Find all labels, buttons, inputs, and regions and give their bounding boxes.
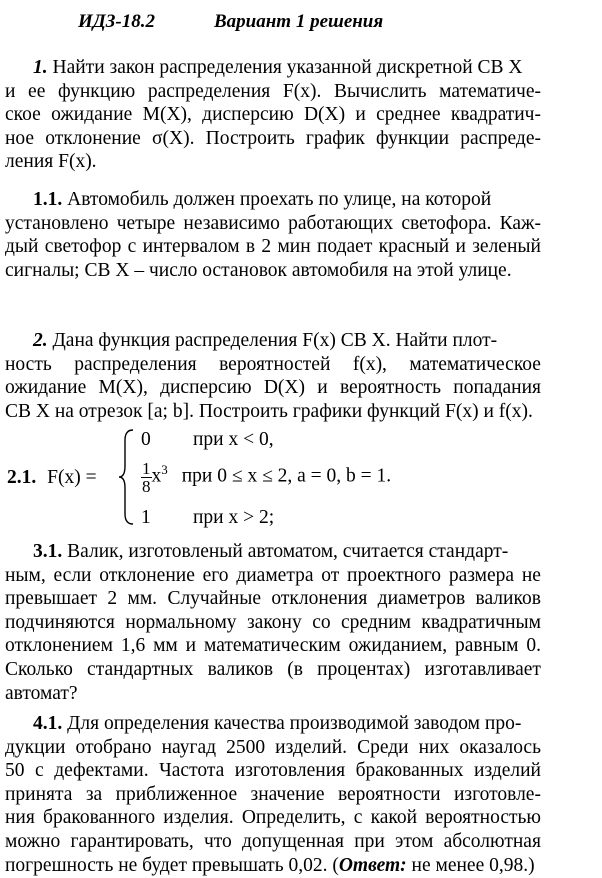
task-2-paragraph (5, 329, 541, 423)
task-1-number: 1. (33, 57, 48, 78)
task-1-line: и ее функцию распределения F(x). Вычислить математиче- (5, 80, 541, 102)
task-1-1-paragraph (5, 188, 541, 282)
task-4-1-line: принята за приближенное значение вероятности изготовле- (5, 783, 541, 805)
task-4-1-line: 50 с дефектами. Частота изготовления бракованных изделий (5, 760, 541, 782)
task-3-1-paragraph (5, 540, 541, 705)
answer-label: Ответ: (338, 854, 407, 876)
task-3-1-number: 3.1. (33, 541, 63, 562)
task-4-1-line: 4.1. Для определения качества производимой заводом про- (33, 713, 522, 734)
task-3-1-line: Сколько стандартных валиков (в процентах) изготавливает (5, 658, 541, 680)
task-1-1-line: сигналы; СВ X – число остановок автомобиля на этой улице. (5, 259, 512, 281)
formula-case-3: 1 при x > 2; (141, 507, 275, 528)
formula-label (7, 466, 97, 490)
task-3-1-line: 3.1. Валик, изготовленый автоматом, считается стандарт- (33, 541, 509, 562)
formula-case-1: 0 при x < 0, (141, 429, 274, 450)
task-2-1-formula (5, 428, 565, 528)
task-2-line: СВ X на отрезок [a; b]. Построить графики функций F(x) и f(x). (5, 400, 533, 422)
fraction-one-eighth: $\frac{1}{8}$ (142, 458, 151, 496)
task-4-1-line: погрешность не будет превышать 0,02. ( Ответ: не менее 0,98.) (5, 854, 535, 876)
task-4-1-paragraph (5, 712, 541, 877)
task-3-1-line: подчиняются нормальному закону со средним квадратичным (5, 611, 541, 633)
task-4-1-line: ния бракованного изделия. Определить, с какой вероятностью (5, 807, 541, 829)
task-1-line: ское ожидание M(X), дисперсию D(X) и среднее квадратич- (5, 104, 541, 126)
task-2-line: 2. Дана функция распределения F(x) СВ X. Найти плот- (33, 330, 498, 351)
formula-lhs: F(x) = (47, 467, 97, 488)
task-3-1-line: превышает 2 мм. Случайные отклонения диаметров валиков (5, 588, 541, 610)
task-2-1-number: 2.1. (7, 467, 37, 488)
task-2-number: 2. (33, 330, 48, 351)
task-4-1-line: можно гарантировать, что допущенная при этом абсолютная (5, 830, 541, 852)
task-2-line: ожидание M(X), дисперсию D(X) и вероятность попадания (5, 377, 541, 399)
task-3-1-line: ным, если отклонение его диаметра от проектного размера не (5, 564, 541, 586)
task-3-1-line: отклонением 1,6 мм и математическим ожиданием, равным 0. (5, 635, 541, 657)
task-3-1-line: автомат? (5, 682, 78, 704)
left-brace (117, 428, 137, 526)
task-1-line: ное отклонение σ(X). Построить график функции распреде- (5, 127, 541, 149)
variant-label: Вариант 1 решения (214, 11, 384, 32)
task-4-1-number: 4.1. (33, 713, 63, 734)
assignment-title: ИДЗ-18.2 (78, 11, 156, 32)
task-1-1-line: дый светофор с интервалом в 2 мин подает красный и зеленый (5, 236, 541, 258)
document-header (78, 10, 384, 34)
task-4-1-line: дукции отобрано наугад 2500 изделий. Среди них оказалось (5, 736, 541, 758)
task-1-line: ления F(x). (5, 151, 97, 173)
task-1-paragraph (5, 56, 541, 174)
task-2-line: ность распределения вероятностей f(x), математическое (5, 353, 541, 375)
task-1-line: 1. Найти закон распределения указанной дискретной СВ X (33, 57, 523, 78)
formula-case-2: $\frac{1}{8}$ $x^3$ при 0 ≤ x ≤ 2, a = 0, b = 1. (142, 458, 392, 496)
task-1-1-line: 1.1. Автомобиль должен проехать по улице, на которой (33, 189, 492, 210)
task-1-1-number: 1.1. (33, 189, 63, 210)
task-1-1-line: установлено четыре независимо работающих светофора. Каж- (5, 212, 541, 234)
